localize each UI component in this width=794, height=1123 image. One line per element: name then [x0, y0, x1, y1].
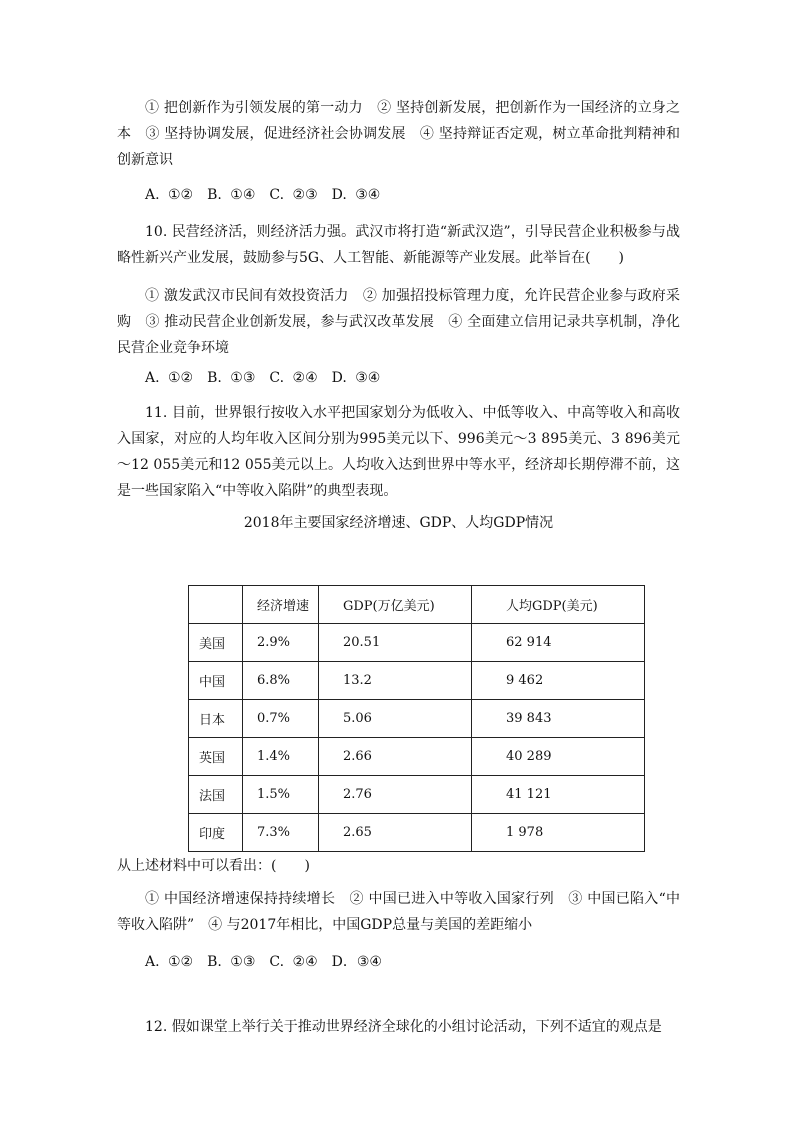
table-cell: 2.9%	[243, 624, 319, 662]
table-cell: 40 289	[472, 738, 645, 776]
table-cell: 日本	[189, 700, 243, 738]
table-cell: 2.65	[319, 814, 472, 852]
table-cell: 1.5%	[243, 776, 319, 814]
table-cell: 13.2	[319, 662, 472, 700]
table-header-row	[189, 586, 645, 624]
q11-choices: A. ①② B. ①③ C. ②④ D．③④	[145, 954, 382, 970]
table-row	[189, 624, 645, 662]
table-cell: 1 978	[472, 814, 645, 852]
table-cell: 印度	[189, 814, 243, 852]
table-cell: 美国	[189, 624, 243, 662]
table-cell: 法国	[189, 776, 243, 814]
table-cell: 20.51	[319, 624, 472, 662]
economy-table	[188, 585, 645, 852]
q12-stem: 12. 假如课堂上举行关于推动世界经济全球化的小组讨论活动，下列不适宜的观点是	[145, 1019, 662, 1035]
table-cell: 0.7%	[243, 700, 319, 738]
table-cell: 1.4%	[243, 738, 319, 776]
table-row	[189, 700, 645, 738]
table-row	[189, 814, 645, 852]
q11-options: ① 中国经济增速保持持续增长 ② 中国已进入中等收入国家行列 ③ 中国已陷入“中等收入陷阱” ④ 与2017年相比，中国GDP总量与美国的差距缩小	[117, 891, 680, 933]
table-header-cell: 经济增速	[243, 586, 319, 624]
table-cell: 5.06	[319, 700, 472, 738]
q10-choices: A. ①② B. ①③ C. ②④ D. ③④	[145, 370, 381, 386]
q9-choices: A. ①② B. ①④ C. ②③ D. ③④	[145, 187, 381, 203]
q11-stem: 11. 目前，世界银行按收入水平把国家划分为低收入、中低等收入、中高等收入和高收入国家，对应的人均年收入区间分别为995美元以下、996美元～3 895美元、3 896美元～12 055美元和12 055美元以上。人均收入达到世界中等水平，经济却长期停滞不前，这是一些国家陷入“中等收入陷阱”的典型表现。	[117, 405, 680, 499]
table-row	[189, 776, 645, 814]
table-header-cell: 人均GDP(美元)	[472, 586, 645, 624]
table-cell: 39 843	[472, 700, 645, 738]
table-row	[189, 738, 645, 776]
table-row	[189, 662, 645, 700]
table-cell: 41 121	[472, 776, 645, 814]
table-cell: 62 914	[472, 624, 645, 662]
q9-options: ① 把创新作为引领发展的第一动力 ② 坚持创新发展，把创新作为一国经济的立身之本 ③ 坚持协调发展，促进经济社会协调发展 ④ 坚持辩证否定观，树立革命批判精神和创新意识	[117, 100, 680, 168]
table-cell: 7.3%	[243, 814, 319, 852]
table-header-cell	[189, 586, 243, 624]
table-cell: 9 462	[472, 662, 645, 700]
q10-stem: 10. 民营经济活，则经济活力强。武汉市将打造“新武汉造”，引导民营企业积极参与战略性新兴产业发展，鼓励参与5G、人工智能、新能源等产业发展。此举旨在( )	[117, 224, 680, 266]
table-cell: 2.76	[319, 776, 472, 814]
table-cell: 英国	[189, 738, 243, 776]
q11-question: 从上述材料中可以看出：( )	[117, 858, 310, 874]
table-cell: 2.66	[319, 738, 472, 776]
table-cell: 中国	[189, 662, 243, 700]
table-header-cell: GDP(万亿美元)	[319, 586, 472, 624]
table-cell: 6.8%	[243, 662, 319, 700]
q10-options: ① 激发武汉市民间有效投资活力 ② 加强招投标管理力度，允许民营企业参与政府采购 ③ 推动民营企业创新发展，参与武汉改革发展 ④ 全面建立信用记录共享机制，净化民营企业竞争环境	[117, 288, 680, 356]
table-caption: 2018年主要国家经济增速、GDP、人均GDP情况	[243, 515, 554, 531]
